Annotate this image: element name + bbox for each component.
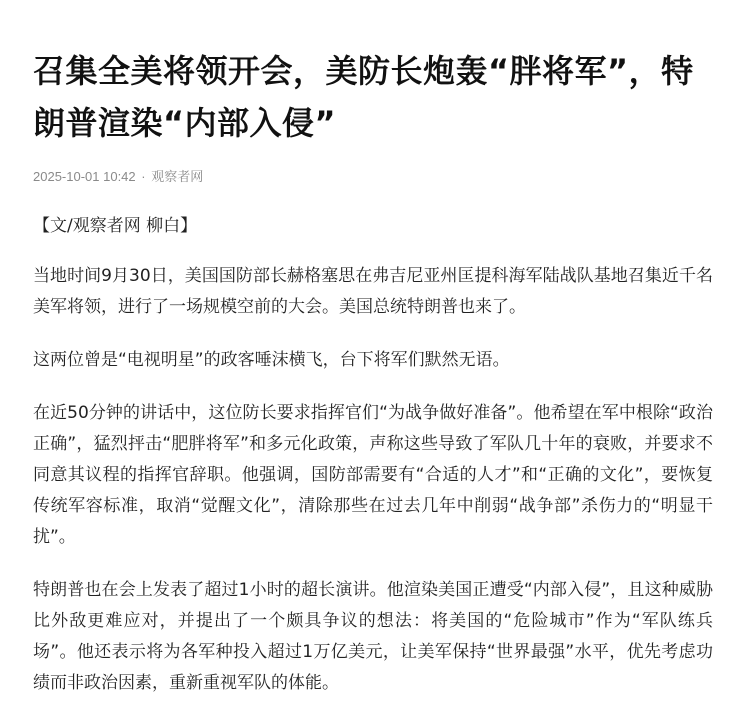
article xyxy=(33,0,713,721)
article-meta xyxy=(33,167,713,187)
article-body xyxy=(33,211,713,699)
paragraph-2: 这两位曾是“电视明星”的政客唾沫横飞，台下将军们默然无语。 xyxy=(33,350,510,370)
source-link[interactable]: 观察者网 xyxy=(151,169,204,184)
publish-date: 2025-10-01 10:42 xyxy=(33,169,136,184)
paragraph-3: 在近50分钟的讲话中，这位防长要求指挥官们“为战争做好准备”。他希望在军中根除“政治正确”，猛烈抨击“肥胖将军”和多元化政策，声称这些导致了军队几十年的衰败，并要求不同意其议程的指挥官辞职。他强调，国防部需要有“合适的人才”和“正确的文化”，要恢复传统军容标准，取消“觉醒文化”，清除那些在过去几年中削弱“战争部”杀伤力的“明显干扰”。 xyxy=(33,403,713,547)
meta-separator: · xyxy=(141,169,146,184)
article-title: 召集全美将领开会，美防长炮轰“胖将军”，特朗普渲染“内部入侵” xyxy=(33,52,694,142)
paragraph-1: 当地时间9月30日，美国国防部长赫格塞思在弗吉尼亚州匡提科海军陆战队基地召集近千名美军将领，进行了一场规模空前的大会。美国总统特朗普也来了。 xyxy=(33,266,713,317)
paragraph-4: 特朗普也在会上发表了超过1小时的超长演讲。他渲染美国正遭受“内部入侵”，且这种威胁比外敌更难应对，并提出了一个颇具争议的想法：将美国的“危险城市”作为“军队练兵场”。他还表示将为各军种投入超过1万亿美元，让美军保持“世界最强”水平，优先考虑功绩而非政治因素，重新重视军队的体能。 xyxy=(33,580,713,693)
byline: 【文/观察者网 柳白】 xyxy=(33,216,198,236)
